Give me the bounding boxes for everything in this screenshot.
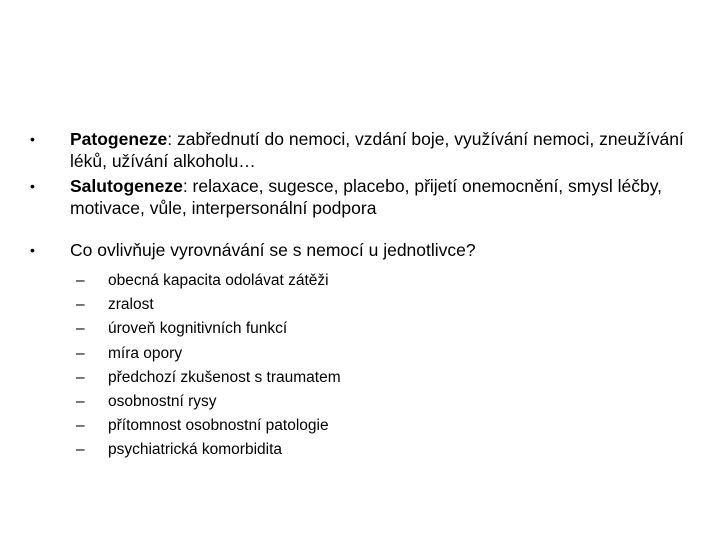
bullet-marker: • [30,131,35,147]
dash-marker: – [76,320,85,338]
bullet-text: : relaxace, sugesce, placebo, přijetí onemocnění, smysl léčby, motivace, vůle, interpersonální podpora [70,176,663,218]
dash-marker: – [76,368,85,386]
term-patogeneze: Patogeneze [70,129,168,149]
dash-marker: – [76,296,85,314]
bullet-list [30,128,710,463]
bullet-item-patogeneze [30,128,710,172]
dash-marker: – [76,344,85,362]
bullet-text: : zabřednutí do nemoci, vzdání boje, využívání nemoci, zneužívání léků, užívání alkoholu… [70,129,684,171]
sub-item [76,317,710,341]
question-text: Co ovlivňuje vyrovnávání se s nemocí u jednotlivce? [70,240,476,260]
sub-item [76,438,710,462]
sub-item-text: úroveň kognitivních funkcí [108,320,288,338]
sub-list [70,269,710,463]
sub-item-text: přítomnost osobnostní patologie [108,417,329,435]
sub-item-text: zralost [108,296,154,314]
sub-item-text: předchozí zkušenost s traumatem [108,368,341,386]
term-salutogeneze: Salutogeneze [70,176,183,196]
sub-item [76,293,710,317]
sub-item [76,269,710,293]
dash-marker: – [76,393,85,411]
dash-marker: – [76,441,85,459]
sub-item [76,366,710,390]
sub-item-text: psychiatrická komorbidita [108,441,283,459]
bullet-item-salutogeneze [30,175,710,219]
sub-item-text: obecná kapacita odolávat zátěži [108,272,329,289]
sub-item-text: osobnostní rysy [108,393,217,411]
bullet-item-question [30,239,710,463]
dash-marker: – [76,417,85,435]
sub-item [76,414,710,438]
bullet-marker: • [30,178,35,194]
sub-item-text: míra opory [108,344,183,362]
sub-item [76,390,710,414]
dash-marker: – [76,272,85,289]
bullet-marker: • [30,242,35,258]
sub-item [76,342,710,366]
